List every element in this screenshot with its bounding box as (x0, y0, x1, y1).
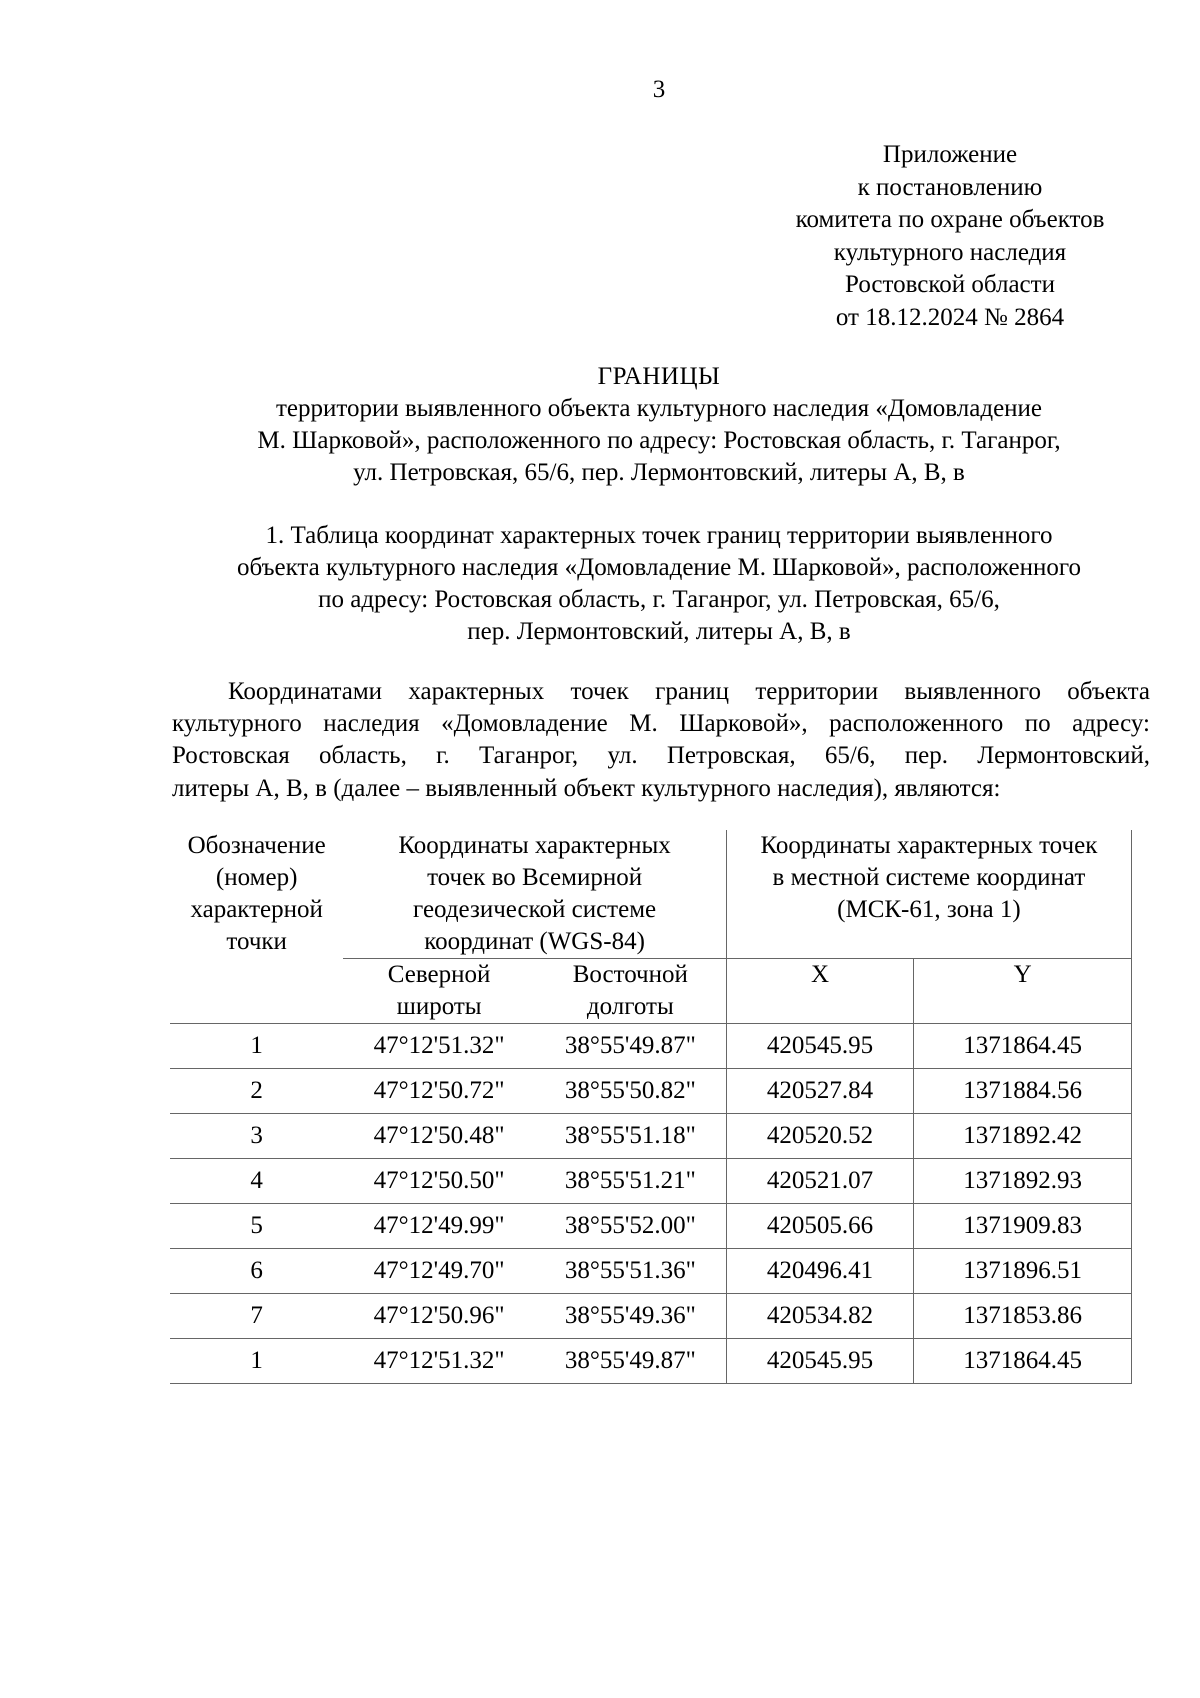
table-row (170, 1294, 1132, 1339)
table-row (170, 1069, 1132, 1114)
table-row (170, 1204, 1132, 1249)
cell-y: 1371884.56 (914, 1069, 1132, 1114)
cell-latitude: 47°12'51.32" (343, 1024, 534, 1069)
cell-point: 1 (170, 1339, 343, 1384)
cell-x: 420527.84 (726, 1069, 913, 1114)
header-line: Обозначение (187, 832, 326, 859)
header-line: Координаты характерных (398, 832, 671, 859)
cell-y: 1371864.45 (914, 1024, 1132, 1069)
intro-paragraph (172, 676, 1150, 805)
header-line: долготы (586, 993, 674, 1020)
title-heading: ГРАНИЦЫ (597, 363, 721, 390)
cell-x: 420545.95 (726, 1024, 913, 1069)
cell-longitude: 38°55'49.87" (535, 1339, 726, 1384)
intro-line: культурного наследия «Домовладение М. Шарковой», расположенного по адресу: (172, 710, 1150, 738)
cell-longitude: 38°55'52.00" (535, 1204, 726, 1249)
header-line: точек во Всемирной (427, 864, 643, 891)
header-line: (номер) (215, 864, 298, 891)
cell-point: 1 (170, 1024, 343, 1069)
cell-y: 1371892.93 (914, 1159, 1132, 1204)
table-row (170, 1339, 1132, 1384)
cell-latitude: 47°12'50.48" (343, 1114, 534, 1159)
header-point-designation (170, 830, 343, 1024)
title-line: ул. Петровская, 65/6, пер. Лермонтовский, литеры А, В, в (353, 459, 965, 486)
cell-x: 420534.82 (726, 1294, 913, 1339)
cell-point: 4 (170, 1159, 343, 1204)
cell-latitude: 47°12'49.99" (343, 1204, 534, 1249)
header-north-latitude (343, 959, 534, 1024)
header-line: Восточной (572, 961, 688, 988)
cell-longitude: 38°55'49.36" (535, 1294, 726, 1339)
header-line: (МСК-61, зона 1) (837, 896, 1021, 923)
header-east-longitude (535, 959, 726, 1024)
header-msk61 (726, 830, 1131, 959)
appendix-line: Ростовской области (845, 271, 1055, 299)
appendix-line: комитета по охране объектов (795, 206, 1105, 234)
header-line: Координаты характерных точек (760, 832, 1098, 859)
header-x: X (726, 959, 913, 1024)
appendix-line: культурного наследия (833, 238, 1067, 266)
cell-point: 2 (170, 1069, 343, 1114)
table-row (170, 1114, 1132, 1159)
appendix-line: к постановлению (857, 173, 1043, 201)
cell-longitude: 38°55'51.18" (535, 1114, 726, 1159)
table-row (170, 1024, 1132, 1069)
cell-y: 1371909.83 (914, 1204, 1132, 1249)
section-line: пер. Лермонтовский, литеры А, В, в (467, 618, 851, 645)
header-line: точки (226, 928, 287, 955)
header-y: Y (914, 959, 1132, 1024)
appendix-line: Приложение (882, 141, 1018, 168)
section-line: 1. Таблица координат характерных точек границ территории выявленного (265, 522, 1053, 549)
cell-latitude: 47°12'51.32" (343, 1339, 534, 1384)
document-title (160, 361, 1158, 489)
header-line: широты (396, 993, 482, 1020)
intro-line: литеры А, В, в (далее – выявленный объект культурного наследия), являются: (172, 774, 1001, 802)
cell-y: 1371864.45 (914, 1339, 1132, 1384)
intro-line: Ростовская область, г. Таганрог, ул. Петровская, 65/6, пер. Лермонтовский, (172, 742, 1150, 770)
cell-longitude: 38°55'49.87" (535, 1024, 726, 1069)
cell-y: 1371892.42 (914, 1114, 1132, 1159)
intro-line: Координатами характерных точек границ территории выявленного объекта (228, 678, 1150, 705)
header-wgs84 (343, 830, 726, 959)
cell-point: 5 (170, 1204, 343, 1249)
cell-latitude: 47°12'50.50" (343, 1159, 534, 1204)
cell-point: 7 (170, 1294, 343, 1339)
cell-y: 1371853.86 (914, 1294, 1132, 1339)
header-line: Северной (387, 961, 491, 988)
page-number: 3 (652, 76, 666, 103)
cell-longitude: 38°55'50.82" (535, 1069, 726, 1114)
cell-latitude: 47°12'49.70" (343, 1249, 534, 1294)
cell-x: 420545.95 (726, 1339, 913, 1384)
cell-latitude: 47°12'50.72" (343, 1069, 534, 1114)
cell-longitude: 38°55'51.36" (535, 1249, 726, 1294)
title-line: М. Шарковой», расположенного по адресу: Ростовская область, г. Таганрог, (257, 427, 1061, 454)
appendix-block (740, 139, 1160, 335)
cell-longitude: 38°55'51.21" (535, 1159, 726, 1204)
cell-point: 3 (170, 1114, 343, 1159)
header-line: в местной системе координат (772, 864, 1086, 891)
section-line: объекта культурного наследия «Домовладение М. Шарковой», расположенного (237, 554, 1081, 581)
cell-x: 420496.41 (726, 1249, 913, 1294)
cell-latitude: 47°12'50.96" (343, 1294, 534, 1339)
cell-x: 420505.66 (726, 1204, 913, 1249)
cell-point: 6 (170, 1249, 343, 1294)
cell-x: 420520.52 (726, 1114, 913, 1159)
section-title (160, 520, 1158, 648)
header-line: геодезической системе (413, 896, 657, 923)
appendix-date-number: от 18.12.2024 № 2864 (835, 303, 1065, 331)
header-line: характерной (190, 896, 323, 923)
cell-y: 1371896.51 (914, 1249, 1132, 1294)
table-row (170, 1249, 1132, 1294)
header-line: координат (WGS-84) (424, 928, 645, 955)
cell-x: 420521.07 (726, 1159, 913, 1204)
title-line: территории выявленного объекта культурного наследия «Домовладение (275, 395, 1043, 422)
table-row (170, 1159, 1132, 1204)
coordinates-table (170, 830, 1132, 1384)
section-line: по адресу: Ростовская область, г. Таганрог, ул. Петровская, 65/6, (318, 586, 1000, 613)
